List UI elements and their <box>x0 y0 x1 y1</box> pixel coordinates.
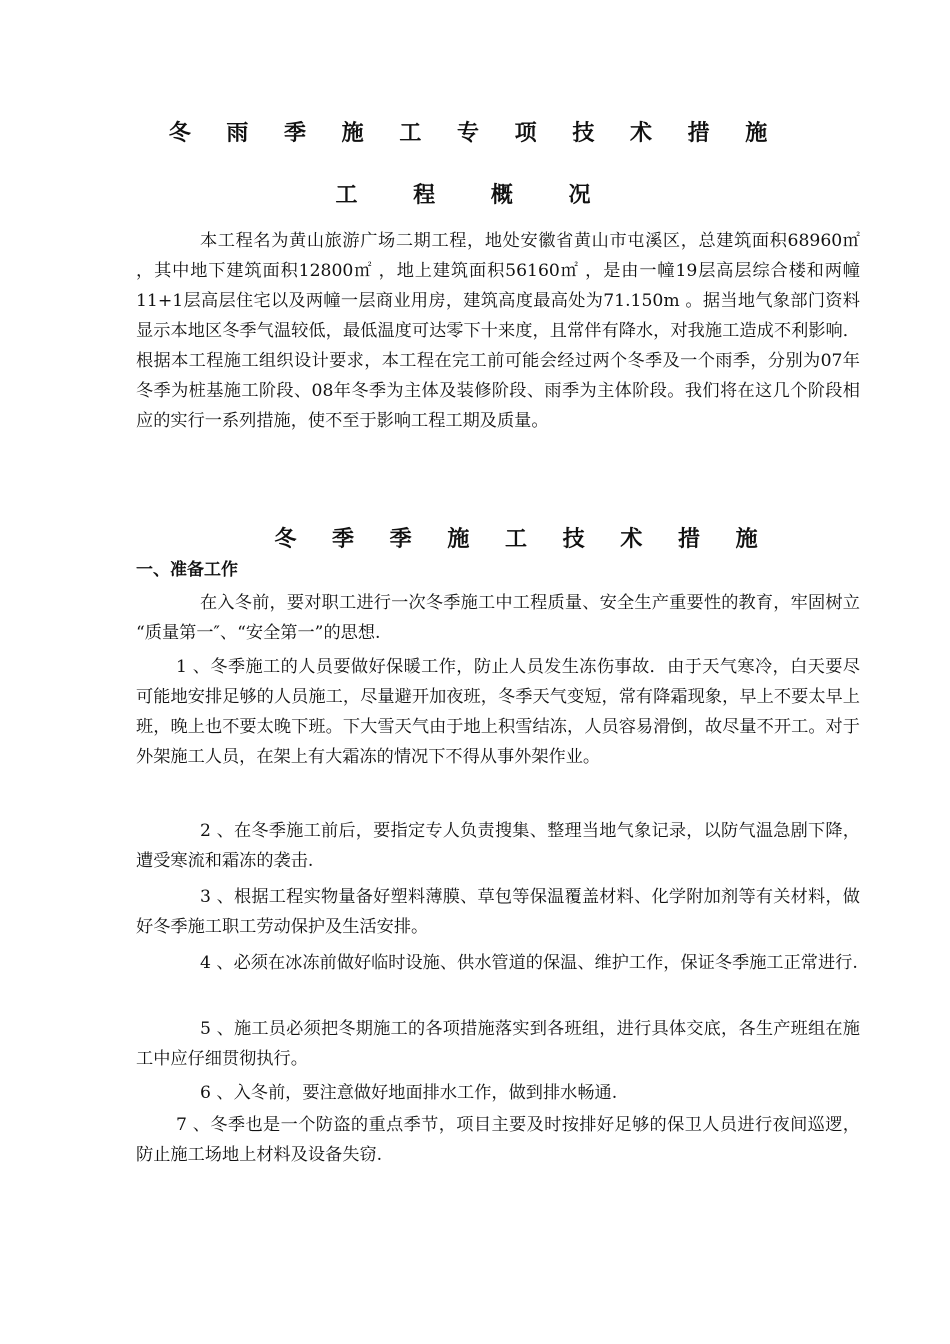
winter-measures-title: 冬 季 季 施 工 技 术 措 施 <box>274 527 772 552</box>
main-title: 冬 雨 季 施 工 专 项 技 术 措 施 <box>168 121 782 146</box>
list-item-1: 1 、冬季施工的人员要做好保暖工作，防止人员发生冻伤事故．由于天气寒冷，白天要尽可能地安排足够的人员施工，尽量避开加夜班，冬季天气变短，常有降霜现象，早上不要太早上班，晚上也不要太晚下班。下大雪天气由于地上积雪结冻，人员容易滑倒，故尽量不开工。对于外架施工人员，在架上有大霜冻的情况下不得从事外架作业。 <box>136 657 860 767</box>
list-item-6: 6 、入冬前，要注意做好地面排水工作，做到排水畅通. <box>200 1083 618 1103</box>
preparation-intro-paragraph: 在入冬前，要对职工进行一次冬季施工中工程质量、安全生产重要性的教育，牢固树立 “质量第一″、“安全第一”的思想. <box>136 593 860 643</box>
overview-paragraph: 本工程名为黄山旅游广场二期工程，地处安徽省黄山市屯溪区，总建筑面积68960㎡ ，其中地下建筑面积12800㎡ ，地上建筑面积56160㎡ ，是由一幢19层高层综合楼和两幢11+1层高层住宅以及两幢一层商业用房，建筑高度最高处为71.150m 。据当地气象部门资料显示本地区冬季气温较低，最低温度可达零下十来度，且常伴有降水，对我施工造成不利影响．根据本工程施工组织设计要求，本工程在完工前可能会经过两个冬季及一个雨季，分别为07年冬季为桩基施工阶段、08年冬季为主体及装修阶段、雨季为主体阶段。我们将在这几个阶段相应的实行一系列措施，使不至于影响工程工期及质量。 <box>136 231 860 431</box>
list-item-4: 4 、必须在冰冻前做好临时设施、供水管道的保温、维护工作，保证冬季施工正常进行. <box>200 953 858 973</box>
list-item-7: 7 、冬季也是一个防盗的重点季节，项目主要及时按排好足够的保卫人员进行夜间巡逻，防止施工场地上材料及设备失窃. <box>136 1115 860 1165</box>
list-item-2: 2 、在冬季施工前后，要指定专人负责搜集、整理当地气象记录，以防气温急剧下降，遭受寒流和霜冻的袭击. <box>136 821 860 871</box>
list-item-5: 5 、施工员必须把冬期施工的各项措施落实到各班组，进行具体交底，各生产班组在施工中应仔细贯彻执行。 <box>136 1019 860 1069</box>
section-heading-preparation: 一、准备工作 <box>136 560 238 580</box>
list-item-3: 3 、根据工程实物量备好塑料薄膜、草包等保温覆盖材料、化学附加剂等有关材料，做好冬季施工职工劳动保护及生活安排。 <box>136 887 860 937</box>
overview-title: 工 程 概 况 <box>335 183 615 208</box>
